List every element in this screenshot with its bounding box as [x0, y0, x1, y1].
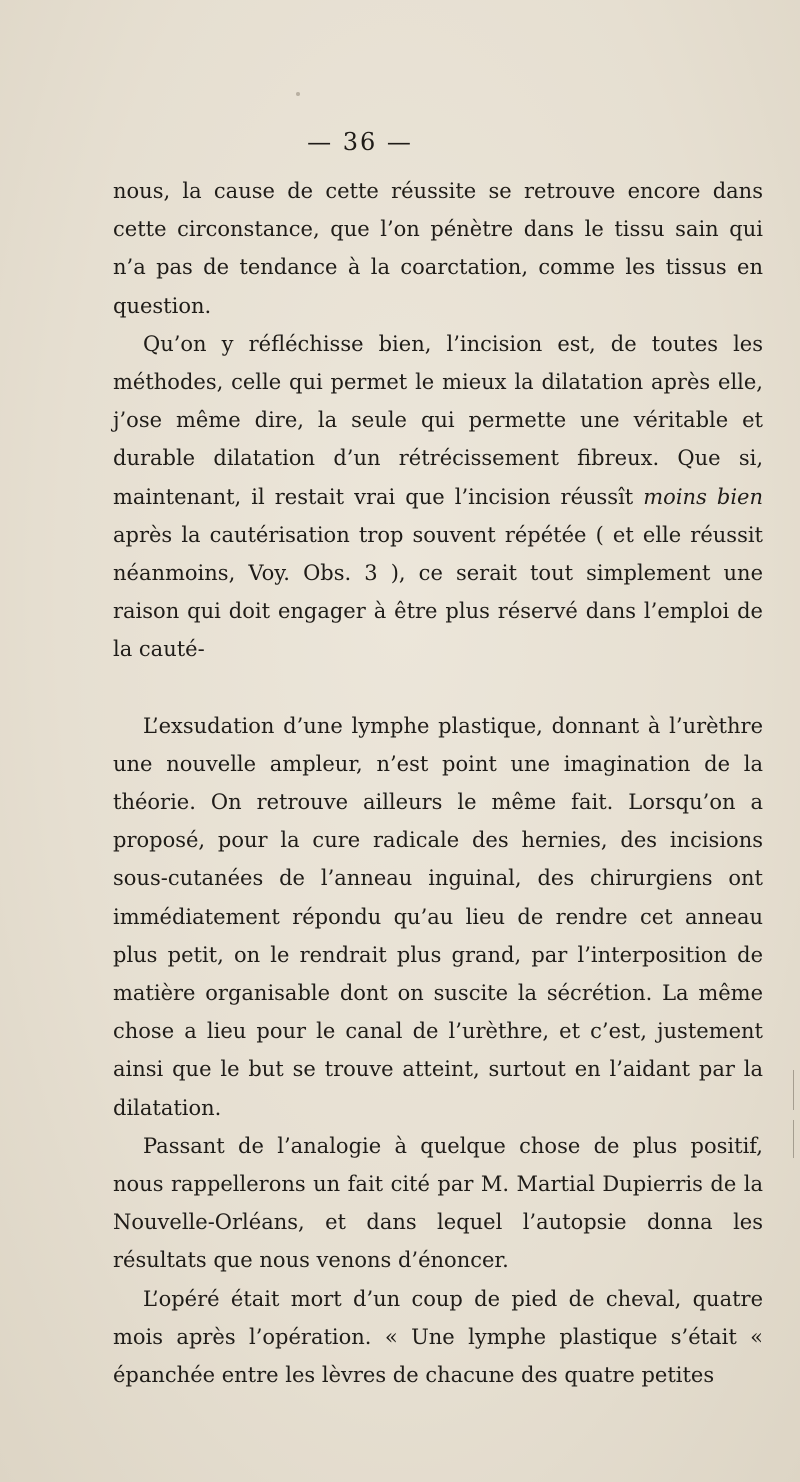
paragraph-3: L’exsudation d’une lymphe plastique, donnant à l’urèthre une nouvelle ampleur, n’est point une imagination de la théorie. On retrouve ailleurs le même fait. Lorsqu’on a proposé, pour la cure radicale des hernies, des incisions sous-cutanées de l’anneau inguinal, des chirurgiens ont immédiatement répondu qu’au lieu de rendre cet anneau plus petit, on le rendrait plus grand, par l’interposition de matière organisable dont on suscite la sécrétion. La même chose a lieu pour le canal de l’urèthre, et c’est, justement ainsi que le but se trouve atteint, surtout en l’aidant par la dilatation.	[113, 713, 763, 1120]
page-body	[113, 172, 763, 1394]
paragraph-2-text: Qu’on y réfléchisse bien, l’incision est, de toutes les méthodes, celle qui permet le mieux la dilatation après elle, j’ose même dire, la seule qui permette une véritable et durable dilatation d’un rétrécissement fibreux. Que si, maintenant, il restait vrai que l’incision réussît	[113, 331, 763, 509]
paragraph-5: L’opéré était mort d’un coup de pied de cheval, quatre mois après l’opération. « Une lymphe plastique s’était « épanchée entre les lèvres de chacune des quatre petites	[113, 1286, 763, 1388]
edge-mark	[793, 1070, 794, 1110]
paragraph-2-text-end: après la cautérisation trop souvent répétée ( et elle réussit néanmoins, Voy. Obs. 3 ), ce serait tout simplement une raison qui doit engager à être plus réservé dans l’emploi de la cauté-	[113, 522, 763, 662]
paragraph-1: nous, la cause de cette réussite se retrouve encore dans cette circonstance, que l’on pénètre dans le tissu sain qui n’a pas de tendance à la coarctation, comme les tissus en question.	[113, 179, 763, 318]
paragraph-4: Passant de l’analogie à quelque chose de plus positif, nous rappellerons un fait cité par M. Martial Dupierris de la Nouvelle-Orléans, et dans lequel l’autopsie donna les résultats que nous venons d’énoncer.	[113, 1133, 763, 1273]
page-number: — 36 —	[307, 128, 413, 156]
edge-mark	[793, 1120, 794, 1158]
paper-fleck	[296, 92, 300, 96]
paragraph-2	[113, 325, 763, 669]
emphasis-moins-bien: moins bien	[643, 484, 763, 509]
